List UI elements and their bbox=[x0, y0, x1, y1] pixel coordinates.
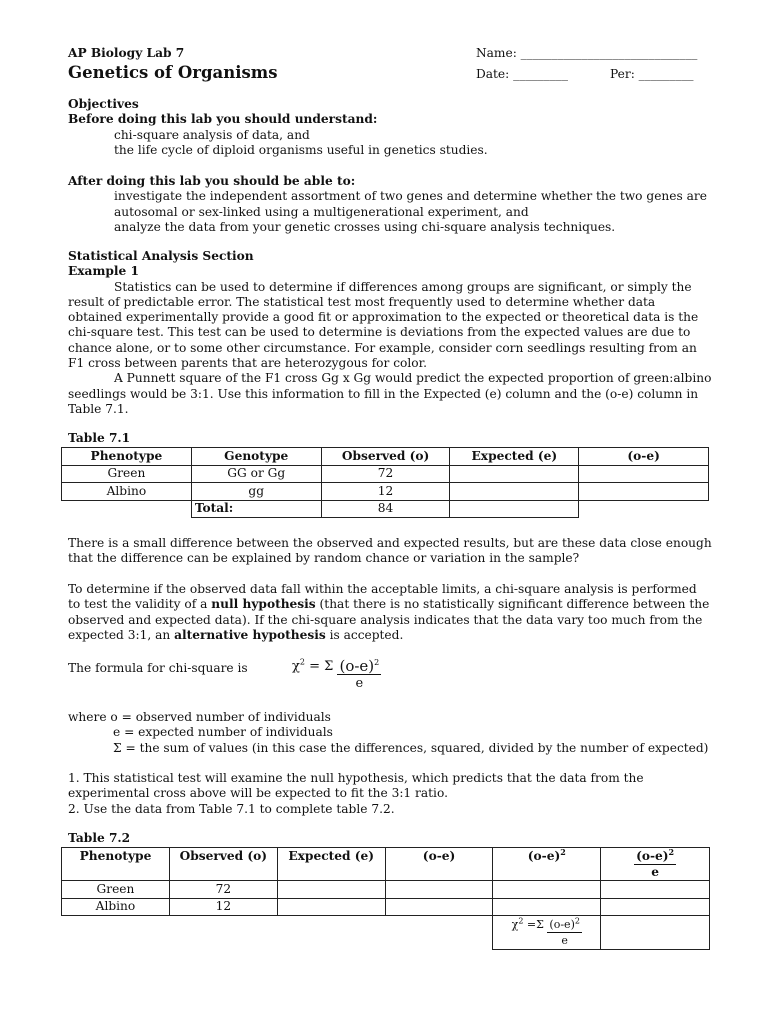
table-cell: Albino bbox=[62, 483, 192, 501]
expected-input-cell[interactable] bbox=[277, 881, 385, 899]
ratio-input-cell[interactable] bbox=[601, 898, 710, 916]
table72-caption: Table 7.2 bbox=[68, 831, 131, 845]
hypothesis-paragraph bbox=[68, 582, 709, 643]
null-hypothesis-term: null hypothesis bbox=[211, 597, 316, 612]
expected-input-cell[interactable] bbox=[450, 483, 579, 501]
objectives-section bbox=[68, 97, 488, 158]
expected-total-cell[interactable] bbox=[450, 500, 579, 518]
paragraph-line: A Punnett square of the F1 cross Gg x Gg would predict the expected proportion of green:albino bbox=[114, 371, 712, 386]
stats-section bbox=[68, 249, 711, 417]
table-header: $(o-e)^2$ bbox=[493, 848, 601, 881]
after-item: autosomal or sex-linked using a multigenerational experiment, and bbox=[114, 204, 529, 219]
table-header: Expected (e) bbox=[450, 448, 579, 466]
table72 bbox=[61, 847, 710, 950]
o-minus-e-input-cell[interactable] bbox=[579, 483, 709, 501]
where-definitions bbox=[68, 710, 708, 756]
paragraph-line: Statistics can be used to determine if differences among groups are significant, or simply the bbox=[114, 279, 692, 294]
table-header: (o-e) bbox=[385, 848, 493, 881]
total-row bbox=[62, 500, 709, 518]
paragraph-line: Table 7.1. bbox=[68, 401, 129, 416]
course-label: AP Biology Lab 7 bbox=[68, 46, 185, 60]
table-header: Phenotype bbox=[62, 448, 192, 466]
squared-input-cell[interactable] bbox=[493, 881, 601, 899]
expected-input-cell[interactable] bbox=[450, 465, 579, 483]
discussion-paragraph bbox=[68, 536, 712, 567]
formula-label: The formula for chi-square is bbox=[68, 661, 248, 675]
instructions bbox=[68, 771, 644, 817]
table-cell: Green bbox=[62, 465, 192, 483]
paragraph-line: expected 3:1, an alternative hypothesis is accepted. bbox=[68, 627, 404, 642]
table-row bbox=[62, 483, 709, 501]
squared-input-cell[interactable] bbox=[493, 898, 601, 916]
table-cell: 72 bbox=[321, 465, 450, 483]
after-heading: After doing this lab you should be able to: bbox=[68, 174, 356, 188]
paragraph-line: To determine if the observed data fall within the acceptable limits, a chi-square analysis is performed bbox=[68, 582, 697, 596]
o-minus-e-input-cell[interactable] bbox=[385, 881, 493, 899]
before-item: the life cycle of diploid organisms useful in genetics studies. bbox=[114, 142, 488, 157]
paragraph-line: There is a small difference between the observed and expected results, but are these data close enough bbox=[68, 536, 712, 550]
table-cell: gg bbox=[191, 483, 321, 501]
paragraph-line: chance alone, or to some other circumstance. For example, consider corn seedlings resulting from an bbox=[68, 340, 697, 355]
table-cell: 12 bbox=[169, 898, 277, 916]
expected-input-cell[interactable] bbox=[277, 898, 385, 916]
paragraph-line: chi-square test. This test can be used to determine is deviations from the expected values are due to bbox=[68, 325, 691, 340]
table-header: (o-e) bbox=[579, 448, 709, 466]
before-item: chi-square analysis of data, and bbox=[114, 127, 310, 142]
paragraph-line: F1 cross between parents that are heterozygous for color. bbox=[68, 356, 427, 371]
definition-line: Σ = the sum of values (in this case the differences, squared, divided by the number of expected) bbox=[113, 740, 709, 755]
paragraph-line: seedlings would be 3:1. Use this information to fill in the Expected (e) column and the (o-e) column in bbox=[68, 386, 699, 401]
table-header: Expected (e) bbox=[277, 848, 385, 881]
chi-square-sum-label: $\chi^2 =\Sigma$ $\frac{(o-e)^2}{e}$ bbox=[493, 916, 601, 950]
paragraph-line: observed and expected data). If the chi-square analysis indicates that the data vary too much from the bbox=[68, 612, 703, 627]
table-cell: 72 bbox=[169, 881, 277, 899]
table-header: $\frac{(o-e)^2}{e}$ bbox=[601, 848, 710, 881]
name-field[interactable]: Name: _____________________________ bbox=[476, 46, 698, 60]
period-field[interactable]: Per: _________ bbox=[610, 67, 694, 81]
table-cell: 12 bbox=[321, 483, 450, 501]
stats-heading: Statistical Analysis Section bbox=[68, 249, 254, 263]
o-minus-e-input-cell[interactable] bbox=[579, 465, 709, 483]
definition-line: where o = observed number of individuals bbox=[68, 710, 331, 724]
paragraph-line: result of predictable error. The statistical test most frequently used to determine whether data bbox=[68, 294, 656, 309]
chi-square-row bbox=[62, 916, 710, 950]
table-cell: Albino bbox=[62, 898, 170, 916]
alternative-hypothesis-term: alternative hypothesis bbox=[174, 627, 326, 642]
ratio-input-cell[interactable] bbox=[601, 881, 710, 899]
example-heading: Example 1 bbox=[68, 264, 139, 279]
table-row bbox=[62, 465, 709, 483]
date-field[interactable]: Date: _________ bbox=[476, 67, 568, 81]
table-header: Observed (o) bbox=[321, 448, 450, 466]
after-item: investigate the independent assortment of two genes and determine whether the two genes are bbox=[114, 189, 707, 204]
after-item: analyze the data from your genetic crosses using chi-square analysis techniques. bbox=[114, 219, 616, 234]
chi-square-formula: $\chi^2 = \Sigma$ $\frac{(o-e)^2}{e}$ bbox=[292, 657, 380, 692]
table-row bbox=[62, 881, 710, 899]
table-header: Observed (o) bbox=[169, 848, 277, 881]
table-header: Phenotype bbox=[62, 848, 170, 881]
table71 bbox=[61, 447, 709, 518]
table-cell: Green bbox=[62, 881, 170, 899]
total-value: 84 bbox=[321, 500, 450, 518]
instruction-line: 2. Use the data from Table 7.1 to complete table 7.2. bbox=[68, 801, 395, 816]
paragraph-line: to test the validity of a null hypothesis (that there is no statistically significant difference between the bbox=[68, 597, 710, 612]
paragraph-line: that the difference can be explained by random chance or variation in the sample? bbox=[68, 551, 580, 566]
total-label: Total: bbox=[191, 500, 321, 518]
table-row bbox=[62, 898, 710, 916]
o-minus-e-input-cell[interactable] bbox=[385, 898, 493, 916]
objectives-heading: Objectives bbox=[68, 97, 139, 111]
table-header: Genotype bbox=[191, 448, 321, 466]
before-heading: Before doing this lab you should understand: bbox=[68, 112, 378, 127]
table71-caption: Table 7.1 bbox=[68, 431, 131, 445]
definition-line: e = expected number of individuals bbox=[113, 725, 333, 740]
after-section bbox=[68, 174, 707, 235]
table-cell: GG or Gg bbox=[191, 465, 321, 483]
instruction-line: 1. This statistical test will examine the null hypothesis, which predicts that the data from the bbox=[68, 771, 644, 785]
instruction-line: experimental cross above will be expected to fit the 3:1 ratio. bbox=[68, 786, 448, 801]
chi-square-result-cell[interactable] bbox=[601, 916, 710, 950]
paragraph-line: obtained experimentally provide a good fit or approximation to the expected or theoretical data is the bbox=[68, 310, 699, 325]
page-title: Genetics of Organisms bbox=[68, 63, 278, 82]
